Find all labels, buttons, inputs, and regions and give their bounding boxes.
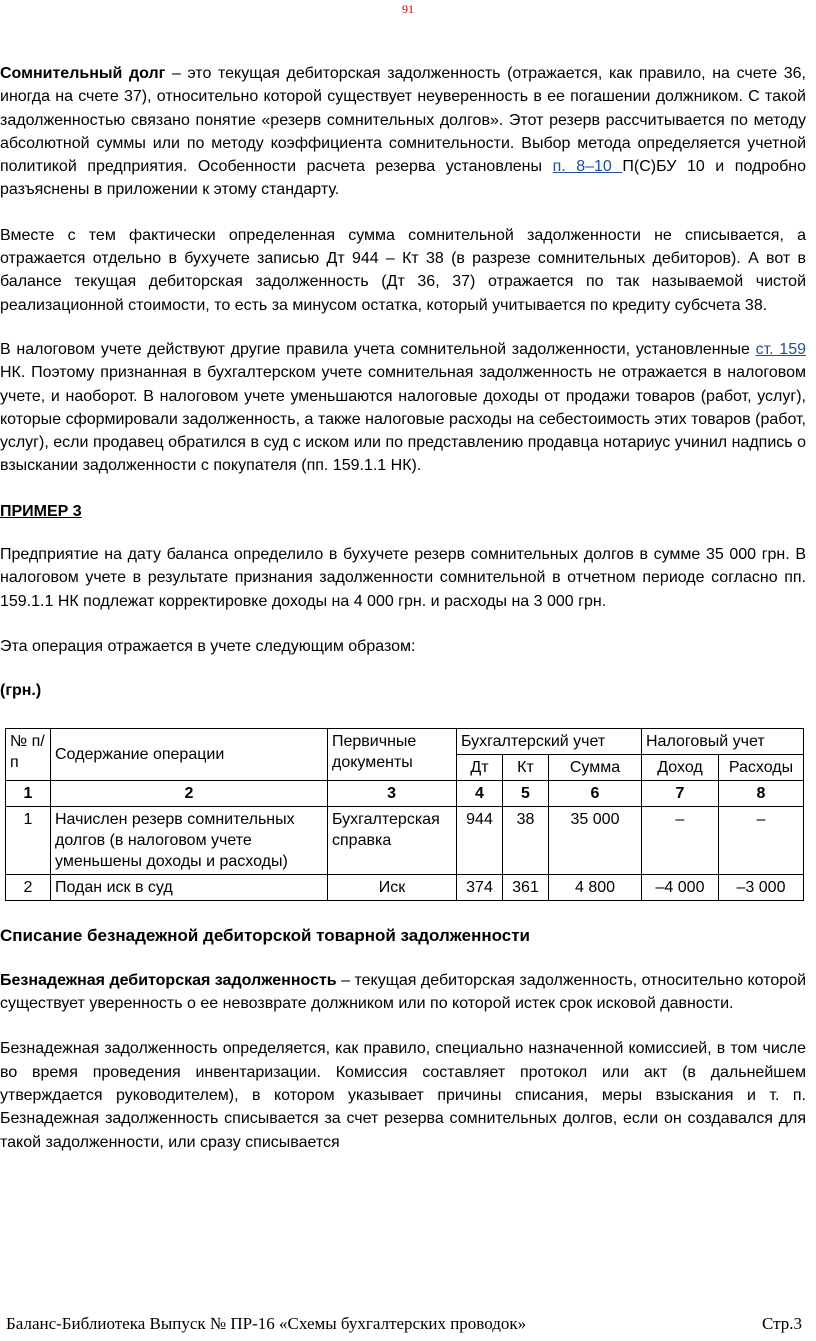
cell-income: – <box>642 806 719 874</box>
header-dt: Дт <box>457 754 503 780</box>
paragraph-text: НК. Поэтому признанная в бухгалтерском учете сомнительная задолженность не отражается в налоговом учете, и наоборот. В налоговом учете уменьшаются налоговые доходы от продажи товаров (работ, услуг), которые сформировали задолженность, а также налоговые расходы на себестоимость этих товаров (работ, услуг), если продавец обратился в суд с иском или по представлению продавца нотариус учинил надпись о взыскании задолженности с покупателя (пп. 159.1.1 НК). <box>0 364 806 475</box>
unit-label: (грн.) <box>0 682 42 700</box>
term-doubtful-debt: Сомнительный долг <box>0 65 166 82</box>
cell-docs: Иск <box>328 874 457 900</box>
column-number-row <box>6 780 804 806</box>
footer-page: Стр.3 <box>761 1314 802 1333</box>
column-number: 3 <box>328 780 457 806</box>
header-num: № п/п <box>6 728 51 780</box>
paragraph-text: В налоговом учете действуют другие правила учета сомнительной задолженности, установленные <box>0 340 756 358</box>
column-number: 1 <box>6 780 51 806</box>
cell-expense: – <box>719 806 804 874</box>
header-tax: Налоговый учет <box>642 728 804 754</box>
table-row <box>6 806 804 874</box>
header-docs: Первичные документы <box>328 728 457 780</box>
header-sum: Сумма <box>549 754 642 780</box>
paragraph-text: – текущая дебиторская задолженность, относительно которой существует уверенность о ее невозврате должником или по которой истек срок исковой давности. <box>0 971 807 1013</box>
header-content: Содержание операции <box>51 728 328 780</box>
column-number: 7 <box>642 780 719 806</box>
example-heading: ПРИМЕР 3 <box>0 502 82 520</box>
section-heading: Списание безнадежной дебиторской товарной задолженности <box>0 925 530 945</box>
page-number: 91 <box>402 2 414 16</box>
cell-num: 2 <box>6 874 51 900</box>
cell-income: –4 000 <box>642 874 719 900</box>
paragraph-text: – это текущая дебиторская задолженность (отражается, как правило, на счете 36, иногда на счете 37), относительно которой существует неуверенность в ее погашении должником. С такой задолженностью связано понятие «резерв сомнительных долгов». Этот резерв рассчитывается по методу абсолютной суммы или по методу коэффициента сомнительности. Выбор метода определяется учетной политикой предприятия. Особенности расчета резерва установлены <box>0 65 807 176</box>
cell-sum: 35 000 <box>549 806 642 874</box>
paragraph-lead-in: Эта операция отражается в учете следующим образом: <box>0 637 416 655</box>
cell-dt: 374 <box>457 874 503 900</box>
paragraph-text: П(С)БУ 10 и подробно разъяснены в приложении к этому стандарту. <box>0 158 807 199</box>
paragraph-doubtful-debt <box>0 62 806 202</box>
footer-publication: Баланс-Библиотека Выпуск № ПР-16 «Схемы бухгалтерских проводок» <box>6 1314 527 1333</box>
document-body <box>0 62 806 1154</box>
link-pbu-points[interactable]: п. 8–10 <box>552 158 623 176</box>
cell-docs: Бухгалтерская справка <box>328 806 457 874</box>
table-header-row <box>6 728 804 754</box>
header-kt: Кт <box>503 754 549 780</box>
header-accounting: Бухгалтерский учет <box>457 728 642 754</box>
header-income: Доход <box>642 754 719 780</box>
column-number: 6 <box>549 780 642 806</box>
cell-content: Подан иск в суд <box>51 874 328 900</box>
entries-table <box>5 728 804 901</box>
paragraph-commission: Безнадежная задолженность определяется, как правило, специально назначенной комиссией, в том числе во время проведения инвентаризации. Комиссия составляет протокол или акт (в дальнейшем утверждается руководителем), в котором указывает причины списания, меры взыскания и т. п. Безнадежная задолженность списывается за счет резерва сомнительных долгов, если он создавался для такой задолженности, или сразу списывается <box>0 1040 806 1151</box>
table-row <box>6 874 804 900</box>
column-number: 4 <box>457 780 503 806</box>
term-bad-debt: Безнадежная дебиторская задолженность <box>0 971 337 989</box>
cell-content: Начислен резерв сомнительных долгов (в налоговом учете уменьшены доходы и расходы) <box>51 806 328 874</box>
link-article-159[interactable]: ст. 159 <box>755 340 806 358</box>
cell-expense: –3 000 <box>719 874 804 900</box>
header-expense: Расходы <box>719 754 804 780</box>
column-number: 8 <box>719 780 804 806</box>
cell-num: 1 <box>6 806 51 874</box>
column-number: 2 <box>51 780 328 806</box>
paragraph-writeoff-note: Вместе с тем фактически определенная сумма сомнительной задолженности не списывается, а отражается отдельно в бухучете записью Дт 944 – Кт 38 (в разрезе сомнительных дебиторов). А вот в балансе текущая дебиторская задолженность (Дт 36, 37) отражается по так называемой чистой реализационной стоимости, то есть за минусом остатка, который учитывается по кредиту субсчета 38. <box>0 226 806 314</box>
cell-kt: 38 <box>503 806 549 874</box>
cell-dt: 944 <box>457 806 503 874</box>
paragraph-bad-debt <box>0 969 806 1016</box>
paragraph-tax-rules <box>0 338 806 478</box>
cell-kt: 361 <box>503 874 549 900</box>
cell-sum: 4 800 <box>549 874 642 900</box>
column-number: 5 <box>503 780 549 806</box>
paragraph-example: Предприятие на дату баланса определило в бухучете резерв сомнительных долгов в сумме 35 000 грн. В налоговом учете в результате признания задолженности сомнительной в отчетном периоде согласно пп. 159.1.1 НК подлежат корректировке доходы на 4 000 грн. и расходы на 3 000 грн. <box>0 546 806 610</box>
